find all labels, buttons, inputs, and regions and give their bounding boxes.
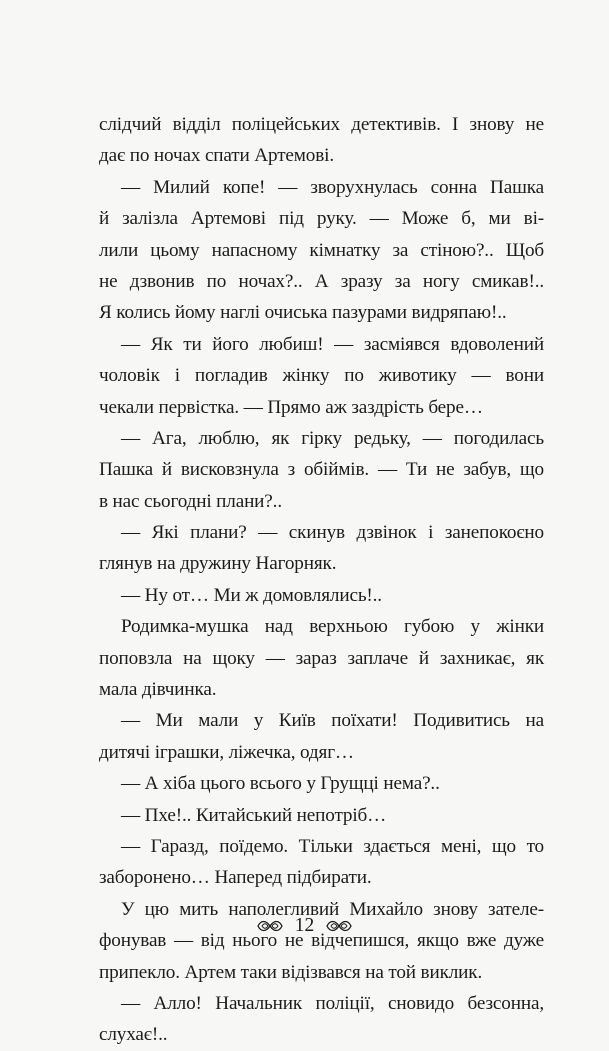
text-line: лили цьому напасному кімнатку за стіною?.. Щоб xyxy=(99,239,544,261)
text-line: — А хіба цього всього у Грущці нема?.. xyxy=(121,773,440,795)
text-line: поповзла на щоку — зараз заплаче й захникає, як xyxy=(99,647,544,669)
text-line: глянув на дружину Нагорняк. xyxy=(99,553,337,575)
text-line: чоловік і погладив жінку по животику — вони xyxy=(99,365,544,387)
text-line: чекали первістка. — Прямо аж заздрість бере… xyxy=(99,396,483,418)
text-line: — Пхе!.. Китайський непотріб… xyxy=(121,804,387,826)
ornament-right-icon xyxy=(326,919,352,933)
text-line: Родимка-мушка над верхньою губою у жінки xyxy=(121,616,544,638)
text-line: — Алло! Начальник поліції, сновидо безсонна, xyxy=(121,992,544,1014)
text-line: — Як ти його любиш! — засміявся вдоволений xyxy=(121,333,544,355)
ornament-left-icon xyxy=(257,919,283,933)
text-line: не дзвонив по ночах?.. А зразу за ногу смикав!.. xyxy=(99,270,544,292)
text-line: Я колись йому наглі очиська пазурами видряпаю!.. xyxy=(99,302,507,324)
text-line: слідчий відділ поліцейських детективів. І знову не xyxy=(99,114,544,135)
text-line: мала дівчинка. xyxy=(99,679,217,701)
page-number: 12 xyxy=(294,915,315,936)
text-line: й залізла Артемові під руку. — Може б, ми ві- xyxy=(99,208,544,230)
page-footer xyxy=(0,912,609,940)
text-line: слухає!.. xyxy=(99,1024,168,1046)
text-line: дитячі іграшки, ліжечка, одяг… xyxy=(99,741,354,763)
text-line: — Ми мали у Київ поїхати! Подивитись на xyxy=(121,710,544,732)
text-line: У цю мить наполегливий Михайло знову зателе- xyxy=(121,898,544,920)
text-line: — Які плани? — скинув дзвінок і занепокоєно xyxy=(121,522,544,544)
text-line: дає по ночах спати Артемові. xyxy=(99,145,334,167)
text-line: припекло. Артем таки відізвався на той виклик. xyxy=(99,961,483,983)
text-line: — Гаразд, поїдемо. Тільки здається мені, що то xyxy=(121,835,544,857)
page-body xyxy=(99,109,544,1051)
text-line: заборонено… Наперед підбирати. xyxy=(99,867,372,889)
text-line: Пашка й висковзнула з обіймів. — Ти не забув, що xyxy=(99,459,544,481)
text-line: — Милий копе! — зворухнулась сонна Пашка xyxy=(121,176,544,198)
text-line: — Ага, люблю, як гірку редьку, — погодилась xyxy=(121,427,544,449)
text-line: — Ну от… Ми ж домовлялись!.. xyxy=(121,584,382,606)
text-line: в нас сьогодні плани?.. xyxy=(99,490,282,512)
text-line: фонував — від нього не відчепишся, якщо вже дуже xyxy=(99,930,544,952)
